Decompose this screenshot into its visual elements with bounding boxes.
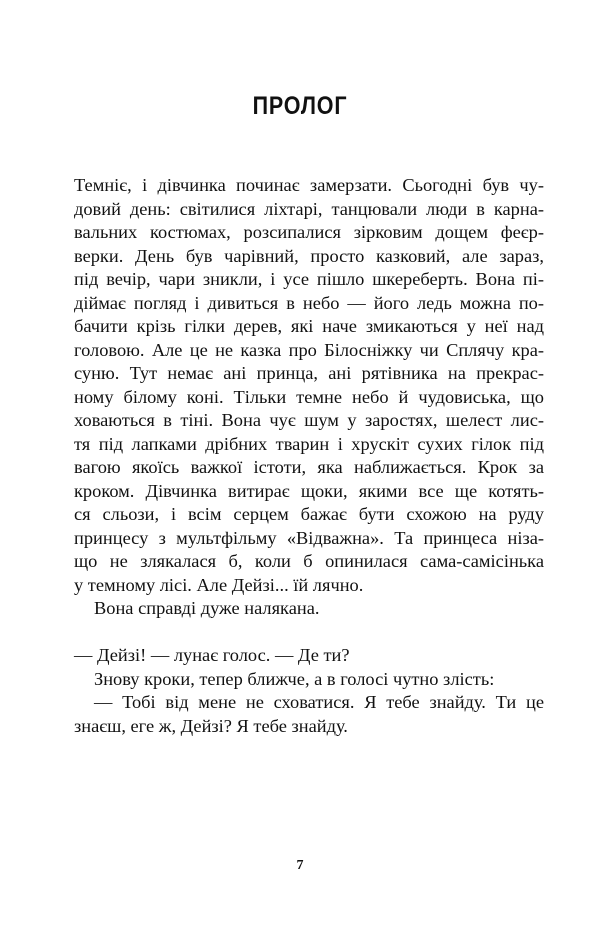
dialogue-line: знаєш, еге ж, Дейзі? Я тебе знайду. xyxy=(74,715,348,736)
text-line: під вечір, чари зникли, і усе пішло шкереберть. Вона пі- xyxy=(74,269,544,289)
text-line: тя під лапками дрібних тварин і хрускіт сухих гілок під xyxy=(74,433,544,454)
text-line: що не злякалася б, коли б опинилася сама-самісінька xyxy=(74,551,544,571)
text-line: у темному лісі. Але Дейзі... їй лячно. xyxy=(74,574,364,595)
dialogue-line: — Тобі від мене не сховатися. Я тебе знайду. Ти це xyxy=(94,692,544,712)
text-line: вальних костюмах, розсипалися зірковим дощем феєр- xyxy=(74,222,544,242)
paragraph-gap xyxy=(74,621,544,645)
text-line: Вона справді дуже налякана. xyxy=(94,598,320,618)
text-line: кроком. Дівчинка витирає щоки, якими все ще котять- xyxy=(74,480,544,501)
text-line: ному білому коні. Тільки темне небо й чудовиська, що xyxy=(74,386,544,407)
chapter-body xyxy=(74,174,544,738)
text-line: Темніє, і дівчинка починає замерзати. Сьогодні був чу- xyxy=(74,175,544,195)
text-line: головою. Але це не казка про Білосніжку чи Сплячу кра- xyxy=(74,339,544,360)
text-line: Знову кроки, тепер ближче, а в голосі чутно злість: xyxy=(94,668,495,689)
text-line: довий день: світилися ліхтарі, танцювали люди в карна- xyxy=(74,198,544,219)
chapter-title: ПРОЛОГ xyxy=(252,92,348,120)
text-line: ховаються в тіні. Вона чує шум у заростях, шелест лис- xyxy=(74,410,544,430)
text-line: суню. Тут немає ані принца, ані рятівника на прекрас- xyxy=(74,363,544,383)
text-line: бачити крізь гілки дерев, які наче змикаються у неї над xyxy=(74,316,544,336)
text-line: діймає погляд і дивиться в небо — його ледь можна по- xyxy=(74,292,544,313)
text-line: принцесу з мультфільму «Відважна». Та принцеса нізa- xyxy=(74,527,544,548)
text-line: вагою якоїсь важкої істоти, яка наближається. Крок за xyxy=(74,457,544,477)
text-line: верки. День був чарівний, просто казковий, але зараз, xyxy=(74,245,544,266)
page-number: 7 xyxy=(296,858,304,873)
dialogue-line: — Дейзі! — лунає голос. — Де ти? xyxy=(74,645,350,665)
text-line: ся сльози, і всім серцем бажає бути схожою на руду xyxy=(74,504,544,524)
